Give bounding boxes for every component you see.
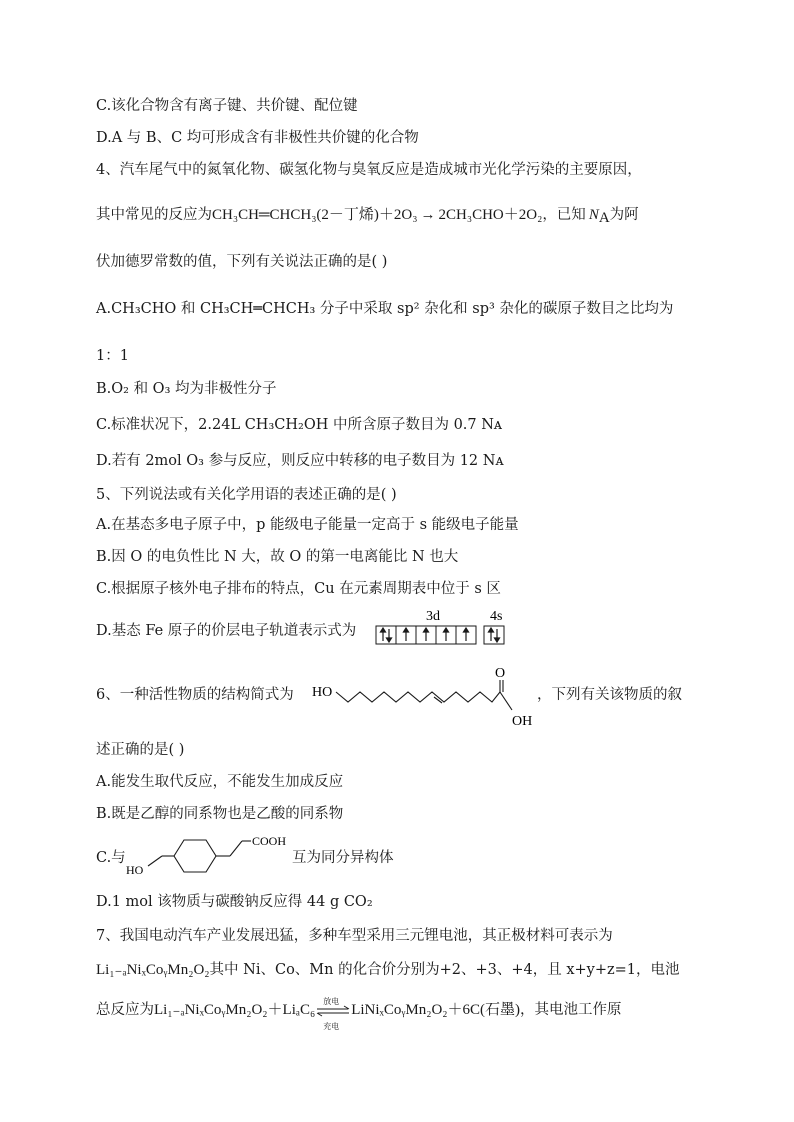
q4-stem-line1: 4、汽车尾气中的氮氧化物、碳氢化物与臭氧反应是造成城市光化学污染的主要原因， xyxy=(96,162,642,178)
orbital-3d-label: 3d xyxy=(426,609,440,624)
q4-option-b: B.O₂ 和 O₃ 均为非极性分子 xyxy=(96,381,277,397)
avogadro-symbol: N xyxy=(588,207,599,223)
discharge-label: 放电 xyxy=(323,997,340,1006)
q7-reaction-left: Li₁₋ₐNiₓCoᵧMn₂O₂＋LiₐC₆ xyxy=(154,1002,316,1018)
structure-o-label: O xyxy=(495,666,506,681)
q7-stem-line1: 7、我国电动汽车产业发展迅猛，多种车型采用三元锂电池，其正极材料可表示为 xyxy=(96,928,613,944)
q7-stem-text: 其中 Ni、Co、Mn 的化合价分别为+2、+3、+4，且 x+y+z=1，电池 xyxy=(209,962,680,978)
charge-label: 充电 xyxy=(323,1022,340,1031)
orbital-3d-boxes xyxy=(376,626,504,644)
q5-stem: 5、下列说法或有关化学用语的表述正确的是( ) xyxy=(96,487,397,503)
q5-option-b: B.因 O 的电负性比 N 大，故 O 的第一电离能比 N 也大 xyxy=(96,549,459,565)
q4-option-a-cont: 1：1 xyxy=(96,348,129,364)
reversible-arrow xyxy=(315,997,351,1031)
avogadro-subscript: A xyxy=(598,210,610,226)
q6-option-c-suffix: 互为同分异构体 xyxy=(292,850,394,866)
q7-reaction-right: LiNiₓCoᵧMn₂O₂＋6C(石墨) xyxy=(351,1002,521,1018)
q6-structure-formula xyxy=(312,662,544,734)
q6-option-d: D.1 mol 该物质与碳酸钠反应得 44 g CO₂ xyxy=(96,894,373,910)
fe-orbital-diagram xyxy=(374,606,510,650)
q4-option-d: D.若有 2mol O₃ 参与反应，则反应中转移的电子数目为 12 Nᴀ xyxy=(96,453,504,469)
carbon-chain xyxy=(336,680,512,710)
q4-stem-line2 xyxy=(96,205,639,225)
q6-stem-line2: 述正确的是( ) xyxy=(96,742,185,758)
q6-option-c-prefix: C.与 xyxy=(96,850,126,866)
q6-stem-line1b: ，下列有关该物质的叙 xyxy=(537,687,682,703)
q6-stem-line1a: 6、一种活性物质的结构简式为 xyxy=(96,687,294,703)
ring-ho-label: HO xyxy=(126,863,144,877)
orbital-4s-label: 4s xyxy=(490,609,503,624)
structure-ho-label: HO xyxy=(312,685,333,700)
q6-option-a: A.能发生取代反应，不能发生加成反应 xyxy=(96,774,344,790)
q5-option-d: D.基态 Fe 原子的价层电子轨道表示式为 xyxy=(96,623,357,639)
q7-total-reaction-label: 总反应为 xyxy=(96,1002,154,1018)
equilibrium-arrow-icon xyxy=(315,1005,351,1017)
reaction-arrow: → xyxy=(420,207,436,223)
orbital-4s-box xyxy=(484,626,504,644)
q3-option-c: C.该化合物含有离子键、共价键、配位键 xyxy=(96,98,358,114)
q4-stem-text: 其中常见的反应为 xyxy=(96,207,212,223)
q7-stem-line2 xyxy=(96,960,680,980)
q5-option-a: A.在基态多电子原子中，p 能级电子能量一定高于 s 能级电子能量 xyxy=(96,517,519,533)
q6-option-c-structure xyxy=(126,832,296,878)
q4-stem-end: 为阿 xyxy=(609,207,639,223)
structure-oh-label: OH xyxy=(512,714,533,729)
cyclohexane-ring xyxy=(148,840,251,872)
q7-cathode-formula: Li₁₋ₐNiₓCoᵧMn₂O₂ xyxy=(96,962,210,978)
q5-option-c: C.根据原子核外电子排布的特点，Cu 在元素周期表中位于 s 区 xyxy=(96,581,501,597)
q4-stem-line3: 伏加德罗常数的值，下列有关说法正确的是( ) xyxy=(96,254,388,270)
q4-product: 2CH₃CHO＋2O₂ xyxy=(438,207,543,223)
q3-option-d: D.A 与 B、C 均可形成含有非极性共价键的化合物 xyxy=(96,130,419,146)
q7-stem-line3 xyxy=(96,997,622,1031)
q7-stem-end: ，其电池工作原 xyxy=(520,1002,622,1018)
q4-option-a: A.CH₃CHO 和 CH₃CH═CHCH₃ 分子中采取 sp² 杂化和 sp³ 杂化的碳原子数目之比均为 xyxy=(96,301,674,317)
q4-reactant: CH₃CH═CHCH₃(2－丁烯)＋2O₃ xyxy=(212,207,418,223)
q4-known-text: ，已知 xyxy=(542,207,586,223)
q6-option-b: B.既是乙醇的同系物也是乙酸的同系物 xyxy=(96,806,344,822)
ring-cooh-label: COOH xyxy=(252,834,287,848)
q4-option-c: C.标准状况下，2.24L CH₃CH₂OH 中所含原子数目为 0.7 Nᴀ xyxy=(96,417,503,433)
